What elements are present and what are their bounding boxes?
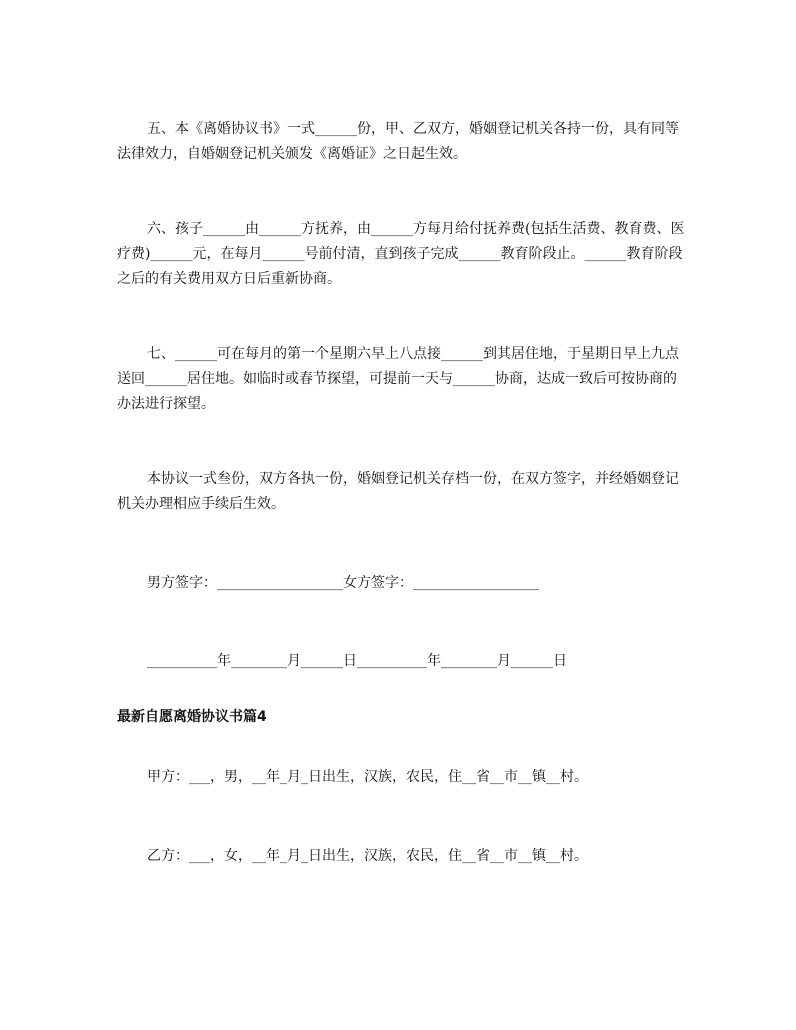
clause-seven: 七、______可在每月的第一个星期六早上八点接______到其居住地，于星期日早上九点送回______居住地。如临时或春节探望，可提前一天与______协商，达成一致后可按协商的办法进行探望。 xyxy=(117,346,679,412)
signature-line: 男方签字：__________________女方签字：__________________ xyxy=(147,575,539,591)
party-a-info: 甲方：___，男，__年_月_日出生，汉族，农民，住__省__市__镇__村。 xyxy=(147,769,588,785)
clause-six: 六、孩子______由______方抚养，由______方每月给付抚养费(包括生活费、教育费、医疗费)______元，在每月______号前付清，直到孩子完成______教育阶段止。______教育阶段之后的有关费用双方日后重新协商。 xyxy=(117,221,685,287)
agreement-note: 本协议一式叁份，双方各执一份，婚姻登记机关存档一份，在双方签字，并经婚姻登记机关办理相应手续后生效。 xyxy=(117,471,679,512)
date-line: __________年________月______日__________年________月______日 xyxy=(147,653,567,669)
clause-five: 五、本《离婚协议书》一式______份，甲、乙双方，婚姻登记机关各持一份，具有同等法律效力，自婚姻登记机关颁发《离婚证》之日起生效。 xyxy=(117,121,679,162)
section-heading: 最新自愿离婚协议书篇4 xyxy=(117,709,267,725)
party-b-info: 乙方：___，女，__年_月_日出生，汉族，农民，住__省__市__镇__村。 xyxy=(147,848,588,864)
